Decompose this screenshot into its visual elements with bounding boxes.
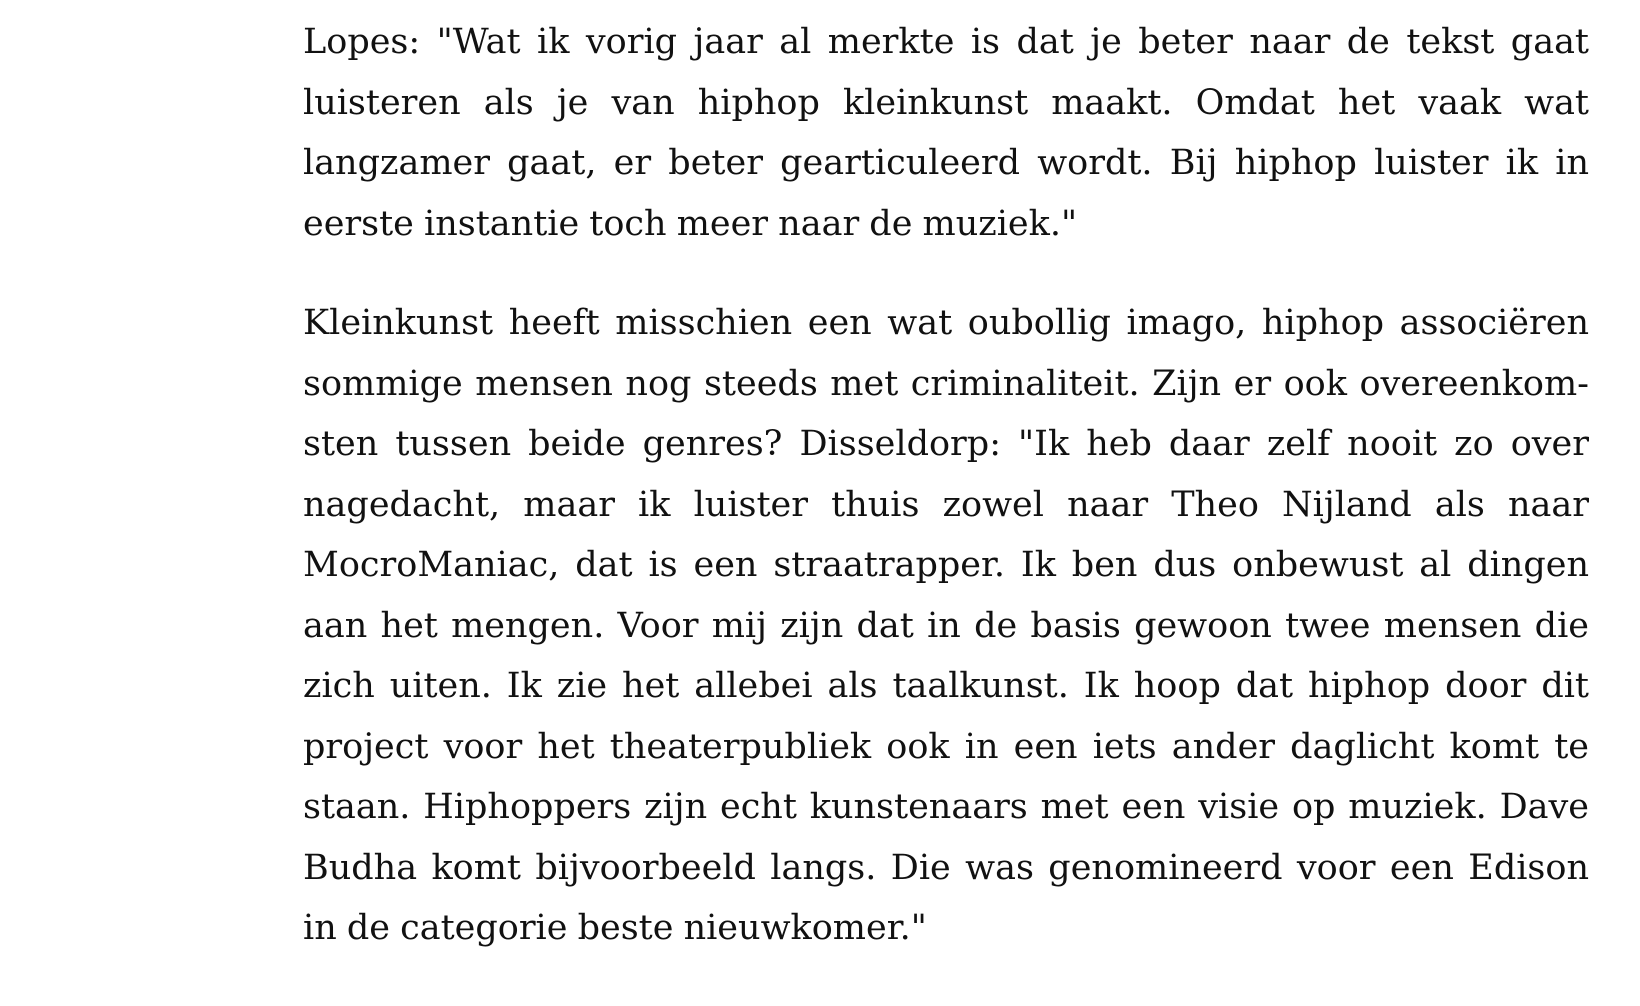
article-body — [303, 12, 1589, 998]
paragraph-1: Lopes: "Wat ik vorig jaar al merkte is dat je beter naar de tekst gaat luisteren als je van hiphop kleinkunst maakt. Omdat het vaak wat langzamer gaat, er beter gearticuleerd wordt. Bij hiphop luister ik in eerste instantie toch meer naar de muziek." — [303, 22, 1589, 244]
paragraph-2: Kleinkunst heeft misschien een wat oubollig imago, hiphop associëren sommige mensen nog steeds met criminaliteit. Zijn er ook overeenkomsten tussen beide genres? Disseldorp: "Ik heb daar zelf nooit zo over nagedacht, maar ik luister thuis zowel naar Theo Nijland als naar MocroManiac, dat is een straatrapper. Ik ben dus onbewust al dingen aan het mengen. Voor mij zijn dat in de basis gewoon twee mensen die zich uiten. Ik zie het allebei als taalkunst. Ik hoop dat hiphop door dit project voor het theaterpubliek ook in een iets ander daglicht komt te staan. Hiphoppers zijn echt kunstenaars met een visie op muziek. Dave Budha komt bijvoorbeeld langs. Die was genomineerd voor een Edison in de categorie beste nieuwkomer." — [303, 303, 1589, 948]
